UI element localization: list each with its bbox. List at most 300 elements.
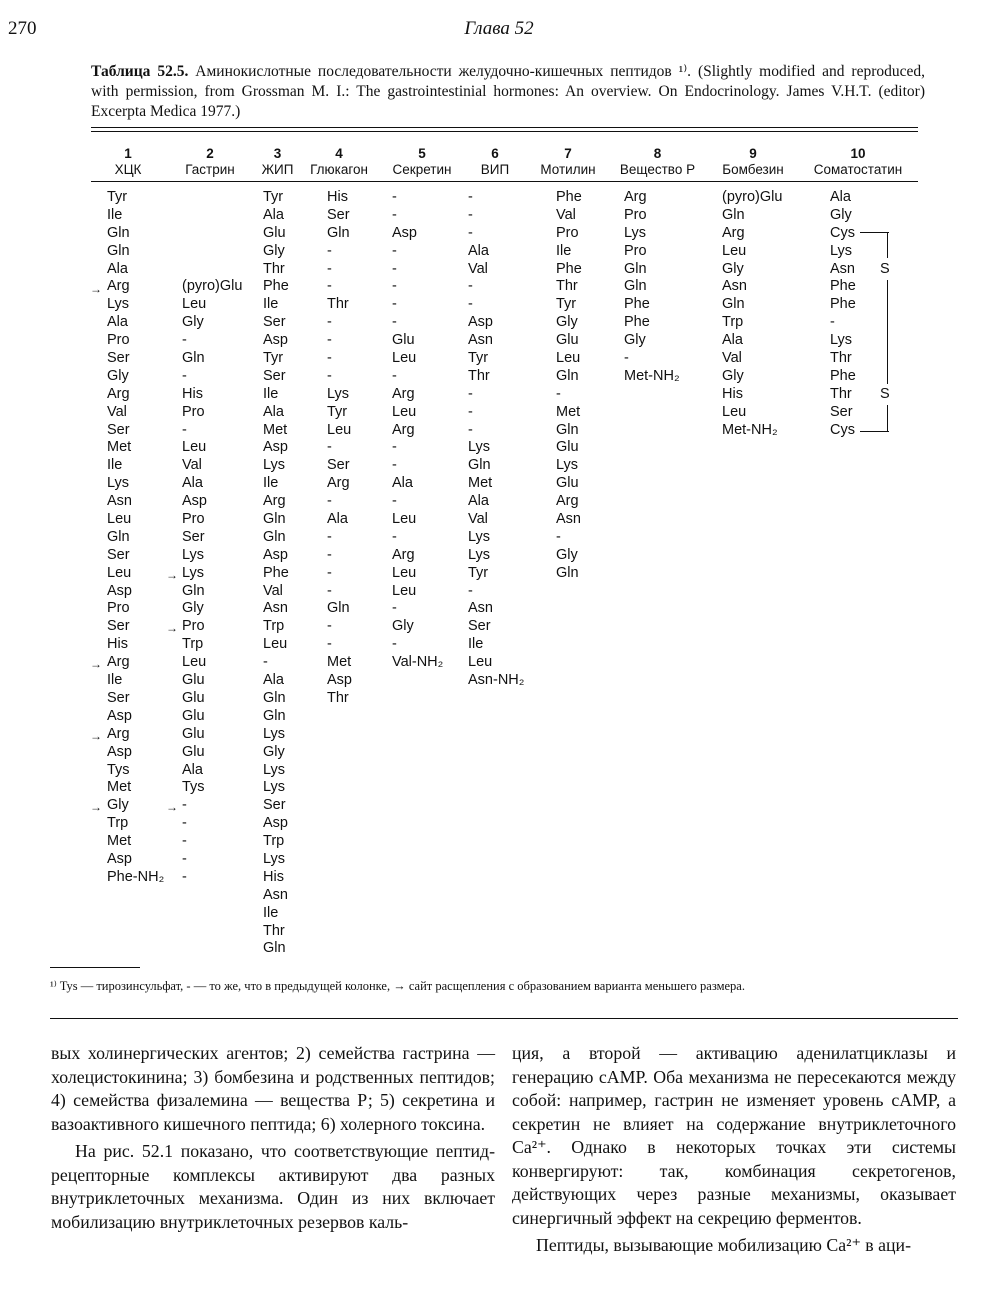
table-cell: Gly	[107, 367, 129, 384]
table-cell: Trp	[263, 618, 285, 635]
table-cell: Ala	[107, 314, 128, 331]
table-cell: (pyro)Glu	[182, 278, 243, 295]
paragraph: На рис. 52.1 показано, что соответствующие пептид-рецепторные комплексы активируют два разных внутриклеточных механизма. Один из них включает мобилизацию внутриклеточных резервов каль-	[51, 1141, 495, 1232]
table-cell: -	[182, 797, 187, 814]
table-cell: Phe	[263, 278, 289, 295]
table-cell: Lys	[263, 725, 286, 742]
page-number: 270	[8, 18, 37, 39]
paragraph: Пептиды, вызывающие мобилизацию Ca²⁺ в аци-	[536, 1235, 911, 1255]
table-cell: Gln	[107, 528, 130, 545]
table-cell: Lys	[468, 528, 491, 545]
table-cell: Phe-NH₂	[107, 868, 165, 885]
table-cell: Arg	[327, 475, 350, 492]
paragraph: ция, а второй — активацию аденилатциклазы и генерацию cAMP. Оба механизма не пересекаются между собой: например, гастрин не изменяет уровень cAMP, а секретин не влияет на содержание внутриклеточного Ca²⁺. Однако в некоторых точках эти системы конвергируют: так, комбинация секретогенов, действующих через разные механизмы, оказывает синергичный эффект на секрецию ферментов.	[512, 1043, 956, 1228]
table-cell: Gln	[107, 224, 130, 241]
table-cell: Pro	[624, 242, 647, 259]
disulfide-bridge-top	[860, 232, 889, 233]
table-cell: -	[468, 403, 473, 420]
column-header: 5 Секретин	[392, 146, 452, 177]
table-cell: -	[182, 815, 187, 832]
table-cell: Leu	[392, 582, 417, 599]
table-cell: Tys	[107, 761, 130, 778]
table-cell: -	[327, 350, 332, 367]
table-cell: Ile	[263, 296, 279, 313]
table-cell: Gly	[263, 242, 285, 259]
table-caption	[91, 62, 925, 122]
footnote-rule	[50, 967, 140, 968]
table-cell: -	[624, 350, 629, 367]
table-cell: -	[182, 367, 187, 384]
table-cell: Gln	[182, 582, 205, 599]
table-top-rule-2	[91, 131, 918, 132]
table-cell: Glu	[182, 689, 205, 706]
table-cell: -	[468, 189, 473, 205]
table-cell: Phe	[624, 296, 650, 313]
table-cell	[182, 207, 242, 225]
table-cell: Gly	[556, 546, 578, 563]
column-1-cells	[107, 189, 164, 887]
table-cell: Gln	[624, 278, 647, 295]
table-cell: -	[327, 278, 332, 295]
table-cell: Asp	[107, 582, 132, 599]
column-8-cells	[624, 189, 680, 386]
table-cell: -	[392, 600, 397, 617]
table-cell: Ala	[468, 242, 489, 259]
table-cell: Arg	[263, 493, 286, 510]
table-cell: Asn	[556, 511, 581, 528]
column-header: 10 Соматостатин	[813, 146, 903, 177]
disulfide-bridge-bottom	[860, 431, 889, 432]
table-cell: Asp	[263, 332, 288, 349]
table-cell: Thr	[327, 296, 349, 313]
table-cell: Phe	[830, 278, 856, 295]
column-header: 7 Мотилин	[540, 146, 596, 177]
table-cell	[182, 243, 242, 261]
table-cell: -	[830, 314, 835, 331]
table-cell: Asp	[182, 493, 207, 510]
table-cell: Val	[107, 403, 127, 420]
table-cell: Gln	[722, 206, 745, 223]
cleavage-arrow: →	[166, 568, 178, 582]
table-cell: Asn	[468, 332, 493, 349]
table-cell: Leu	[182, 439, 207, 456]
table-cell: Val	[263, 582, 283, 599]
table-cell: Val	[182, 457, 202, 474]
table-caption-label: Таблица 52.5.	[91, 63, 189, 80]
table-cell: Asn	[263, 886, 288, 903]
table-cell: -	[392, 439, 397, 456]
table-cell: Leu	[722, 403, 747, 420]
table-cell: Gln	[468, 457, 491, 474]
table-header-rule	[91, 181, 918, 182]
table-cell: -	[392, 636, 397, 653]
table-cell: Ala	[263, 403, 284, 420]
column-9-cells	[722, 189, 782, 439]
cleavage-arrow: →	[90, 282, 102, 296]
table-cell: -	[327, 439, 332, 456]
table-cell: Val	[722, 350, 742, 367]
table-cell: Lys	[556, 457, 579, 474]
table-cell: Tys	[182, 779, 205, 796]
table-cell: Ser	[327, 457, 350, 474]
table-cell: Arg	[107, 654, 130, 671]
table-caption-text: Аминокислотные последовательности желудочно-кишечных пептидов ¹⁾. (Slightly modified and reproduced, with permission, from Grossman M. I.: The gastrointestinial hormones: An overview. On Endocrinology. James V.H.T. (editor) Excerpta Medica 1977.)	[91, 63, 925, 120]
table-cell: Tyr	[263, 350, 284, 367]
table-cell: -	[392, 242, 397, 259]
table-cell: Ile	[263, 475, 279, 492]
table-cell: Gly	[830, 206, 852, 223]
table-cell: His	[107, 636, 128, 653]
table-cell: Phe	[830, 367, 856, 384]
table-cell: Arg	[722, 224, 745, 241]
table-cell: Gln	[556, 421, 579, 438]
table-cell: -	[263, 654, 268, 671]
table-cell: Ala	[722, 332, 743, 349]
table-cell: -	[327, 636, 332, 653]
column-header: 1 ХЦК	[114, 146, 142, 177]
table-cell: -	[392, 367, 397, 384]
table-cell: Lys	[182, 564, 205, 581]
table-cell: Asp	[327, 672, 352, 689]
table-cell: Lys	[830, 332, 853, 349]
table-cell: His	[182, 385, 203, 402]
disulfide-label: S	[880, 261, 890, 277]
table-cell: Val	[468, 260, 488, 277]
body-column-right	[512, 1042, 956, 1258]
table-cell: -	[182, 850, 187, 867]
disulfide-bridge-line	[887, 405, 888, 431]
table-cell: Ser	[830, 403, 853, 420]
paragraph: вых холинергических агентов; 2) семейства гастрина — холецистокинина; 3) бомбезина и родственных пептидов; 4) семейства физалемина — вещества Р; 5) секретина и вазоактивного кишечного пептида; 6) холерного токсина.	[51, 1043, 495, 1134]
table-cell: Glu	[182, 743, 205, 760]
table-cell: Gln	[624, 260, 647, 277]
table-cell: Thr	[830, 350, 852, 367]
table-cell: Ile	[556, 242, 572, 259]
table-cell: Leu	[182, 654, 207, 671]
table-cell: Pro	[182, 618, 205, 635]
table-cell: Asp	[263, 439, 288, 456]
table-cell: Pro	[556, 224, 579, 241]
table-cell: -	[468, 582, 473, 599]
table-cell: Lys	[830, 242, 853, 259]
table-cell: Gly	[263, 743, 285, 760]
table-top-rule	[91, 127, 918, 128]
table-cell: Lys	[263, 457, 286, 474]
table-cell: Asn	[263, 600, 288, 617]
table-cell: Ile	[107, 672, 123, 689]
table-cell: Ala	[263, 206, 284, 223]
table-cell: Trp	[107, 815, 129, 832]
table-cell: Ser	[182, 528, 205, 545]
table-cell: Tyr	[468, 564, 489, 581]
table-cell: Leu	[107, 564, 132, 581]
table-cell: Ser	[263, 314, 286, 331]
table-cell: Lys	[263, 850, 286, 867]
table-cell: -	[392, 528, 397, 545]
table-cell: -	[327, 546, 332, 563]
table-cell: -	[327, 314, 332, 331]
table-cell: Pro	[107, 332, 130, 349]
table-cell: Arg	[107, 385, 130, 402]
table-cell: Gln	[263, 707, 286, 724]
table-cell: Phe	[830, 296, 856, 313]
table-cell: Leu	[327, 421, 352, 438]
table-cell: Ala	[182, 475, 203, 492]
table-cell: Ile	[263, 385, 279, 402]
table-cell: Gln	[107, 242, 130, 259]
table-cell: Trp	[722, 314, 744, 331]
table-cell: Lys	[327, 385, 350, 402]
table-cell: Leu	[182, 296, 207, 313]
table-cell: Leu	[392, 511, 417, 528]
table-cell: Asp	[468, 314, 493, 331]
table-cell: Leu	[392, 564, 417, 581]
cleavage-arrow: →	[166, 800, 178, 814]
table-cell: Ser	[107, 350, 130, 367]
table-cell: Trp	[182, 636, 204, 653]
table-cell: Met	[107, 779, 132, 796]
table-cell: Thr	[830, 385, 852, 402]
table-cell: Lys	[263, 779, 286, 796]
column-header: 4 Глюкагон	[310, 146, 368, 177]
table-cell: Asp	[392, 224, 417, 241]
table-cell: Lys	[107, 475, 130, 492]
table-cell: Lys	[468, 439, 491, 456]
table-cell: -	[468, 296, 473, 313]
table-cell: Tyr	[468, 350, 489, 367]
table-cell: His	[327, 189, 348, 205]
disulfide-bridge-line	[887, 232, 888, 258]
table-cell: -	[182, 833, 187, 850]
table-cell: Lys	[624, 224, 647, 241]
table-cell: Gly	[722, 367, 744, 384]
table-cell: Tyr	[263, 189, 284, 205]
table-cell: Met	[107, 439, 132, 456]
table-cell: Thr	[263, 260, 285, 277]
table-cell: Arg	[392, 385, 415, 402]
table-cell: Glu	[556, 475, 579, 492]
disulfide-label: S	[880, 386, 890, 402]
table-cell: Gly	[182, 600, 204, 617]
table-cell: -	[327, 618, 332, 635]
table-cell: Ile	[263, 904, 279, 921]
table-cell: (pyro)Glu	[722, 189, 783, 205]
table-cell: Asp	[263, 815, 288, 832]
table-cell: -	[327, 242, 332, 259]
table-cell: -	[182, 421, 187, 438]
table-cell: Thr	[468, 367, 490, 384]
table-cell: -	[392, 457, 397, 474]
table-cell: Leu	[468, 654, 493, 671]
column-2-cells	[182, 189, 242, 887]
table-cell: -	[468, 224, 473, 241]
table-cell: Met-NH₂	[624, 367, 680, 384]
table-cell: Gly	[624, 332, 646, 349]
column-6-cells	[468, 189, 524, 690]
table-cell: Asn	[830, 260, 855, 277]
table-cell: Phe	[556, 260, 582, 277]
table-cell: Pro	[182, 403, 205, 420]
table-cell: Ser	[107, 618, 130, 635]
table-cell: Tyr	[556, 296, 577, 313]
table-cell: Glu	[182, 707, 205, 724]
table-cell	[182, 261, 242, 279]
table-cell: Gln	[263, 689, 286, 706]
table-cell: Glu	[263, 224, 286, 241]
table-cell: Leu	[722, 242, 747, 259]
table-cell: Glu	[182, 725, 205, 742]
table-cell: -	[556, 385, 561, 402]
table-cell: Leu	[263, 636, 288, 653]
column-header: 3 ЖИП	[261, 146, 294, 177]
table-cell: -	[392, 314, 397, 331]
table-cell: -	[392, 296, 397, 313]
table-cell: -	[327, 367, 332, 384]
table-cell: Gln	[182, 350, 205, 367]
table-cell: Leu	[392, 350, 417, 367]
cleavage-arrow: →	[90, 800, 102, 814]
table-cell: Gly	[392, 618, 414, 635]
table-cell: Ile	[107, 206, 123, 223]
table-cell: Gln	[263, 940, 286, 957]
table-cell: -	[392, 493, 397, 510]
table-cell: Ala	[468, 493, 489, 510]
table-cell: -	[556, 528, 561, 545]
table-cell: -	[327, 582, 332, 599]
table-cell: Asp	[107, 743, 132, 760]
column-4-cells	[327, 189, 352, 708]
table-cell: Ser	[263, 797, 286, 814]
table-cell	[182, 189, 242, 207]
table-cell: Tyr	[107, 189, 128, 205]
table-cell: Arg	[624, 189, 647, 205]
table-cell: Met	[468, 475, 493, 492]
column-3-cells	[263, 189, 289, 958]
column-7-cells	[556, 189, 582, 583]
table-cell: -	[468, 278, 473, 295]
table-cell: Tyr	[327, 403, 348, 420]
table-cell: Phe	[263, 564, 289, 581]
table-cell: -	[182, 868, 187, 885]
cleavage-arrow: →	[90, 729, 102, 743]
table-cell: Met-NH₂	[722, 421, 778, 438]
column-header: 6 ВИП	[480, 146, 510, 177]
table-cell: Gly	[556, 314, 578, 331]
table-cell: Asn	[107, 493, 132, 510]
table-cell: Glu	[556, 439, 579, 456]
table-cell: Glu	[392, 332, 415, 349]
table-cell: Ala	[327, 511, 348, 528]
table-cell: -	[468, 421, 473, 438]
table-cell: -	[327, 564, 332, 581]
table-cell: Asp	[107, 707, 132, 724]
table-cell: Gln	[263, 511, 286, 528]
table-cell: Pro	[182, 511, 205, 528]
table-cell: -	[468, 385, 473, 402]
table-cell: Ala	[263, 672, 284, 689]
cleavage-arrow: →	[90, 657, 102, 671]
table-cell: Arg	[392, 421, 415, 438]
table-cell: -	[392, 278, 397, 295]
table-cell: Gln	[263, 528, 286, 545]
table-cell: Asn-NH₂	[468, 672, 525, 689]
table-cell: Glu	[556, 332, 579, 349]
table-cell: Gln	[327, 224, 350, 241]
table-cell: Ser	[107, 421, 130, 438]
table-cell: Leu	[556, 350, 581, 367]
table-cell: Lys	[468, 546, 491, 563]
table-cell: Ser	[263, 367, 286, 384]
table-cell: Arg	[392, 546, 415, 563]
table-cell: Trp	[263, 833, 285, 850]
table-cell: Ser	[327, 206, 350, 223]
chapter-title: Глава 52	[464, 18, 534, 39]
table-cell: Ile	[107, 457, 123, 474]
body-column-left	[51, 1042, 495, 1234]
table-cell: Gln	[327, 600, 350, 617]
table-cell: Leu	[107, 511, 132, 528]
table-cell: Lys	[182, 546, 205, 563]
table-cell: Asn	[468, 600, 493, 617]
table-cell	[182, 225, 242, 243]
table-cell: Gln	[722, 296, 745, 313]
table-cell: Thr	[263, 922, 285, 939]
table-cell: Arg	[556, 493, 579, 510]
table-cell: His	[263, 868, 284, 885]
table-cell: Asp	[263, 546, 288, 563]
table-cell: Leu	[392, 403, 417, 420]
table-cell: Ile	[468, 636, 484, 653]
table-cell: Pro	[624, 206, 647, 223]
table-cell: -	[327, 332, 332, 349]
table-cell: Phe	[556, 189, 582, 205]
table-cell: Ala	[392, 475, 413, 492]
table-cell: Ala	[182, 761, 203, 778]
table-cell: Gly	[182, 314, 204, 331]
table-cell: Arg	[107, 278, 130, 295]
column-header: 8 Вещество Р	[619, 146, 696, 177]
table-cell: Asn	[722, 278, 747, 295]
table-cell: Ser	[468, 618, 491, 635]
footnote: ¹⁾ Tys — тирозинсульфат, - — то же, что в предыдущей колонке, → сайт расщепления с образованием варианта меньшего размера.	[50, 979, 745, 993]
table-cell: Val-NH₂	[392, 654, 444, 671]
table-cell: Asp	[107, 850, 132, 867]
table-cell: Thr	[327, 689, 349, 706]
table-cell: Gly	[722, 260, 744, 277]
column-header: 9 Бомбезин	[722, 146, 784, 177]
table-cell: Gln	[556, 367, 579, 384]
table-cell: Glu	[182, 672, 205, 689]
column-header: 2 Гастрин	[185, 146, 235, 177]
table-cell: Val	[468, 511, 488, 528]
table-cell: Cys	[830, 224, 855, 241]
table-cell: -	[468, 206, 473, 223]
table-cell: -	[392, 260, 397, 277]
table-bottom-rule	[50, 1018, 958, 1019]
table-cell: Gly	[107, 797, 129, 814]
table-cell: Met	[263, 421, 288, 438]
table-cell: Gln	[556, 564, 579, 581]
column-5-cells	[392, 189, 443, 672]
table-cell: Phe	[624, 314, 650, 331]
table-cell: Met	[327, 654, 352, 671]
table-cell: Ala	[107, 260, 128, 277]
table-cell: -	[327, 528, 332, 545]
table-cell: -	[327, 260, 332, 277]
table-cell: Met	[556, 403, 581, 420]
disulfide-bridge-line	[887, 280, 888, 384]
table-cell: Met	[107, 833, 132, 850]
